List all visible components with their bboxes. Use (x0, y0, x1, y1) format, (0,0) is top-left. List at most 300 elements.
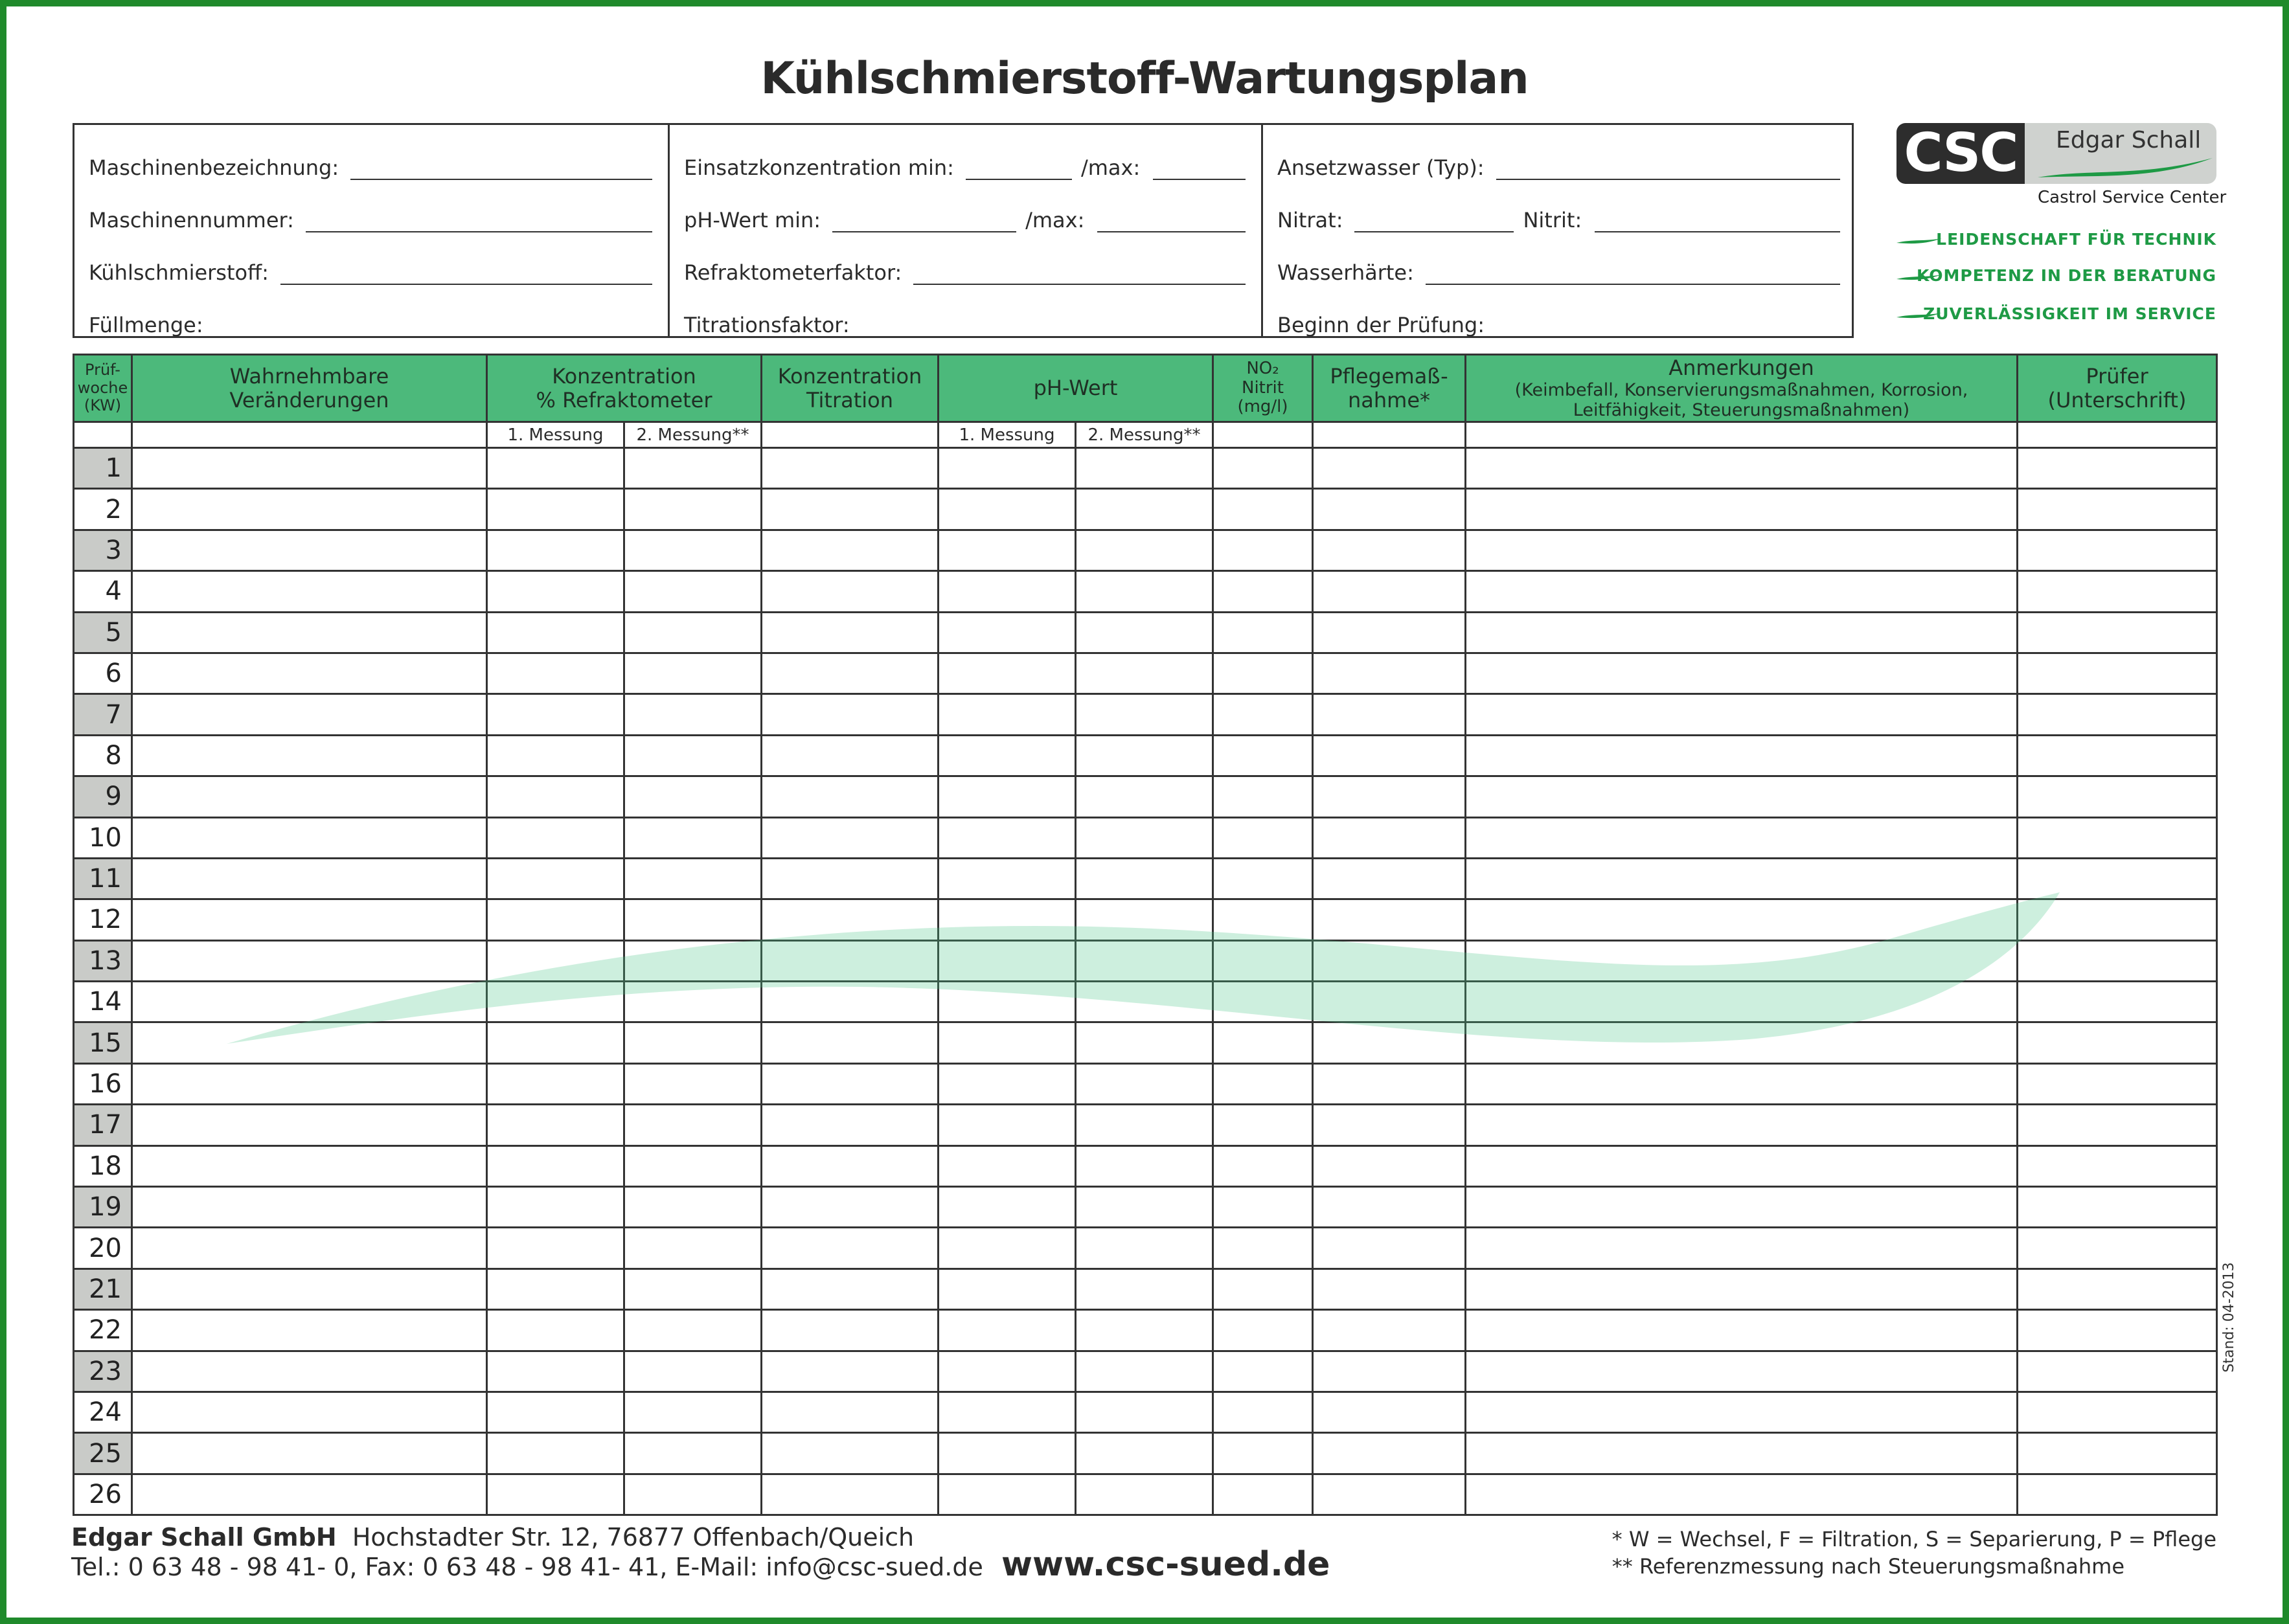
input-line[interactable] (215, 318, 652, 337)
entry-cell[interactable] (1076, 1269, 1213, 1309)
entry-cell[interactable] (1213, 982, 1313, 1022)
entry-cell[interactable] (1313, 489, 1466, 530)
field-ansetzwasser: Ansetzwasser (Typ): (1277, 139, 1840, 192)
table-row (74, 694, 2217, 735)
footer-address: Hochstadter Str. 12, 76877 Offenbach/Queich (352, 1523, 915, 1551)
entry-cell[interactable] (1466, 1145, 2018, 1186)
entry-cell[interactable] (2018, 1474, 2217, 1515)
entry-cell[interactable] (624, 1187, 762, 1228)
entry-cell[interactable] (939, 1310, 1076, 1351)
entry-cell[interactable] (1213, 1145, 1313, 1186)
entry-cell[interactable] (762, 530, 939, 570)
input-line[interactable] (1354, 213, 1514, 232)
entry-cell[interactable] (487, 1145, 624, 1186)
entry-cell[interactable] (624, 982, 762, 1022)
entry-cell[interactable] (487, 1063, 624, 1104)
header-pruefwoche: Prüf- woche (KW) (74, 355, 132, 422)
entry-cell[interactable] (487, 1269, 624, 1309)
entry-cell[interactable] (1076, 612, 1213, 653)
entry-cell[interactable] (624, 1228, 762, 1269)
entry-cell[interactable] (1466, 1433, 2018, 1474)
entry-cell[interactable] (1313, 1433, 1466, 1474)
entry-cell[interactable] (939, 1269, 1076, 1309)
entry-cell[interactable] (132, 448, 487, 489)
entry-cell[interactable] (2018, 1187, 2217, 1228)
entry-cell[interactable] (1076, 982, 1213, 1022)
entry-cell[interactable] (939, 1145, 1076, 1186)
entry-cell[interactable] (624, 1022, 762, 1063)
entry-cell[interactable] (132, 489, 487, 530)
entry-cell[interactable] (132, 612, 487, 653)
entry-cell[interactable] (939, 530, 1076, 570)
entry-cell[interactable] (1466, 1474, 2018, 1515)
entry-cell[interactable] (939, 1022, 1076, 1063)
entry-cell[interactable] (1466, 982, 2018, 1022)
entry-cell[interactable] (2018, 817, 2217, 858)
entry-cell[interactable] (132, 1228, 487, 1269)
entry-cell[interactable] (1213, 489, 1313, 530)
entry-cell[interactable] (762, 1105, 939, 1145)
entry-cell[interactable] (624, 530, 762, 570)
entry-cell[interactable] (132, 1063, 487, 1104)
entry-cell[interactable] (1313, 571, 1466, 612)
footnote-reference: ** Referenzmessung nach Steuerungsmaßnahme (1611, 1554, 2124, 1579)
entry-cell[interactable] (624, 1269, 762, 1309)
entry-cell[interactable] (1076, 1145, 1213, 1186)
table-row (74, 653, 2217, 694)
entry-cell[interactable] (762, 1310, 939, 1351)
entry-cell[interactable] (1076, 1433, 1213, 1474)
entry-cell[interactable] (624, 653, 762, 694)
entry-cell[interactable] (2018, 530, 2217, 570)
entry-cell[interactable] (487, 1228, 624, 1269)
entry-cell[interactable] (1466, 776, 2018, 817)
entry-cell[interactable] (1076, 776, 1213, 817)
entry-cell[interactable] (1076, 694, 1213, 735)
entry-cell[interactable] (1213, 1269, 1313, 1309)
entry-cell[interactable] (487, 448, 624, 489)
entry-cell[interactable] (1213, 1474, 1313, 1515)
entry-cell[interactable] (1466, 1310, 2018, 1351)
entry-cell[interactable] (1313, 858, 1466, 899)
entry-cell[interactable] (487, 653, 624, 694)
input-line[interactable] (1426, 265, 1840, 285)
input-line[interactable] (913, 265, 1246, 285)
week-number: 25 (74, 1433, 132, 1474)
entry-cell[interactable] (2018, 1022, 2217, 1063)
entry-cell[interactable] (2018, 982, 2217, 1022)
entry-cell[interactable] (132, 858, 487, 899)
entry-cell[interactable] (1213, 612, 1313, 653)
entry-cell[interactable] (487, 1105, 624, 1145)
entry-cell[interactable] (132, 940, 487, 981)
entry-cell[interactable] (487, 571, 624, 612)
entry-cell[interactable] (939, 694, 1076, 735)
entry-cell[interactable] (1076, 1022, 1213, 1063)
entry-cell[interactable] (939, 448, 1076, 489)
week-number: 22 (74, 1310, 132, 1351)
entry-cell[interactable] (1076, 530, 1213, 570)
entry-cell[interactable] (1213, 1351, 1313, 1392)
entry-cell[interactable] (1466, 694, 2018, 735)
entry-cell[interactable] (132, 653, 487, 694)
entry-cell[interactable] (762, 940, 939, 981)
entry-cell[interactable] (939, 612, 1076, 653)
entry-cell[interactable] (762, 653, 939, 694)
entry-cell[interactable] (1076, 858, 1213, 899)
entry-cell[interactable] (1313, 817, 1466, 858)
entry-cell[interactable] (1213, 448, 1313, 489)
input-line[interactable] (1595, 213, 1840, 232)
entry-cell[interactable] (2018, 1351, 2217, 1392)
entry-cell[interactable] (2018, 1228, 2217, 1269)
entry-cell[interactable] (939, 1105, 1076, 1145)
entry-cell[interactable] (1076, 1310, 1213, 1351)
entry-cell[interactable] (939, 899, 1076, 940)
entry-cell[interactable] (1313, 940, 1466, 981)
entry-cell[interactable] (624, 489, 762, 530)
entry-cell[interactable] (1466, 1187, 2018, 1228)
entry-cell[interactable] (624, 1392, 762, 1432)
entry-cell[interactable] (762, 489, 939, 530)
entry-cell[interactable] (1313, 653, 1466, 694)
entry-cell[interactable] (2018, 735, 2217, 776)
entry-cell[interactable] (1213, 1022, 1313, 1063)
entry-cell[interactable] (939, 1392, 1076, 1432)
entry-cell[interactable] (1313, 530, 1466, 570)
entry-cell[interactable] (2018, 776, 2217, 817)
entry-cell[interactable] (762, 735, 939, 776)
entry-cell[interactable] (487, 1187, 624, 1228)
entry-cell[interactable] (939, 940, 1076, 981)
entry-cell[interactable] (132, 817, 487, 858)
slogan-2: KOMPETENZ IN DER BERATUNG (1896, 266, 2216, 292)
entry-cell[interactable] (132, 1392, 487, 1432)
entry-cell[interactable] (132, 1351, 487, 1392)
header-no2-nitrit: NO₂ Nitrit (mg/l) (1213, 355, 1313, 422)
entry-cell[interactable] (624, 776, 762, 817)
table-row (74, 817, 2217, 858)
entry-cell[interactable] (762, 1392, 939, 1432)
entry-cell[interactable] (487, 530, 624, 570)
entry-cell[interactable] (1076, 448, 1213, 489)
entry-cell[interactable] (132, 1474, 487, 1515)
entry-cell[interactable] (1076, 1105, 1213, 1145)
input-line[interactable] (306, 213, 652, 232)
entry-cell[interactable] (1313, 776, 1466, 817)
entry-cell[interactable] (1466, 1269, 2018, 1309)
entry-cell[interactable] (2018, 858, 2217, 899)
entry-cell[interactable] (487, 899, 624, 940)
entry-cell[interactable] (624, 448, 762, 489)
entry-cell[interactable] (939, 1063, 1076, 1104)
table-row (74, 1310, 2217, 1351)
entry-cell[interactable] (762, 817, 939, 858)
entry-cell[interactable] (132, 1269, 487, 1309)
entry-cell[interactable] (624, 940, 762, 981)
week-number: 3 (74, 530, 132, 570)
input-line[interactable] (861, 318, 1246, 337)
entry-cell[interactable] (762, 1187, 939, 1228)
entry-cell[interactable] (487, 776, 624, 817)
entry-cell[interactable] (624, 571, 762, 612)
table-row (74, 1392, 2217, 1432)
entry-cell[interactable] (939, 1187, 1076, 1228)
footer-website[interactable]: www.csc-sued.de (1001, 1545, 1330, 1584)
input-line[interactable] (832, 213, 1016, 232)
entry-cell[interactable] (1076, 489, 1213, 530)
entry-cell[interactable] (487, 1474, 624, 1515)
footer-contact: Tel.: 0 63 48 - 98 41- 0, Fax: 0 63 48 - 98 41- 41, E-Mail: info@csc-sued.de (71, 1553, 983, 1581)
entry-cell[interactable] (2018, 899, 2217, 940)
entry-cell[interactable] (1313, 1351, 1466, 1392)
entry-cell[interactable] (1466, 653, 2018, 694)
entry-cell[interactable] (762, 1145, 939, 1186)
entry-cell[interactable] (1466, 530, 2018, 570)
entry-cell[interactable] (132, 530, 487, 570)
entry-cell[interactable] (1466, 1392, 2018, 1432)
entry-cell[interactable] (1466, 571, 2018, 612)
entry-cell[interactable] (1313, 694, 1466, 735)
entry-cell[interactable] (1313, 1105, 1466, 1145)
entry-cell[interactable] (624, 1063, 762, 1104)
entry-cell[interactable] (762, 1269, 939, 1309)
entry-cell[interactable] (939, 571, 1076, 612)
entry-cell[interactable] (762, 571, 939, 612)
entry-cell[interactable] (624, 1310, 762, 1351)
entry-cell[interactable] (939, 982, 1076, 1022)
entry-cell[interactable] (1213, 1063, 1313, 1104)
entry-cell[interactable] (1213, 1433, 1313, 1474)
header-wahrnehmbare-veraenderungen: Wahrnehmbare Veränderungen (132, 355, 487, 422)
entry-cell[interactable] (1076, 899, 1213, 940)
entry-cell[interactable] (762, 448, 939, 489)
entry-cell[interactable] (762, 1228, 939, 1269)
entry-cell[interactable] (939, 653, 1076, 694)
input-line[interactable] (1153, 161, 1246, 180)
entry-cell[interactable] (132, 1105, 487, 1145)
entry-cell[interactable] (487, 858, 624, 899)
entry-cell[interactable] (1313, 735, 1466, 776)
entry-cell[interactable] (1313, 1269, 1466, 1309)
entry-cell[interactable] (1076, 940, 1213, 981)
entry-cell[interactable] (624, 1145, 762, 1186)
entry-cell[interactable] (132, 776, 487, 817)
entry-cell[interactable] (132, 571, 487, 612)
entry-cell[interactable] (939, 858, 1076, 899)
entry-cell[interactable] (1076, 1228, 1213, 1269)
entry-cell[interactable] (1466, 899, 2018, 940)
entry-cell[interactable] (939, 1228, 1076, 1269)
entry-cell[interactable] (2018, 1433, 2217, 1474)
entry-cell[interactable] (1466, 1351, 2018, 1392)
entry-cell[interactable] (132, 694, 487, 735)
entry-cell[interactable] (762, 694, 939, 735)
entry-cell[interactable] (2018, 1392, 2217, 1432)
entry-cell[interactable] (487, 489, 624, 530)
entry-cell[interactable] (1076, 1351, 1213, 1392)
entry-cell[interactable] (1313, 899, 1466, 940)
entry-cell[interactable] (1213, 776, 1313, 817)
entry-cell[interactable] (762, 1022, 939, 1063)
entry-cell[interactable] (1076, 817, 1213, 858)
entry-cell[interactable] (939, 1433, 1076, 1474)
entry-cell[interactable] (1466, 817, 2018, 858)
entry-cell[interactable] (762, 858, 939, 899)
entry-cell[interactable] (487, 1433, 624, 1474)
entry-cell[interactable] (1466, 1228, 2018, 1269)
entry-cell[interactable] (624, 1433, 762, 1474)
entry-cell[interactable] (1213, 735, 1313, 776)
entry-cell[interactable] (1313, 1228, 1466, 1269)
entry-cell[interactable] (624, 858, 762, 899)
entry-cell[interactable] (939, 1351, 1076, 1392)
entry-cell[interactable] (132, 1433, 487, 1474)
entry-cell[interactable] (762, 1063, 939, 1104)
entry-cell[interactable] (624, 735, 762, 776)
entry-cell[interactable] (939, 817, 1076, 858)
entry-cell[interactable] (624, 1105, 762, 1145)
entry-cell[interactable] (762, 612, 939, 653)
entry-cell[interactable] (1213, 571, 1313, 612)
entry-cell[interactable] (2018, 571, 2217, 612)
entry-cell[interactable] (487, 1310, 624, 1351)
entry-cell[interactable] (487, 817, 624, 858)
entry-cell[interactable] (1466, 858, 2018, 899)
entry-cell[interactable] (1313, 1187, 1466, 1228)
entry-cell[interactable] (939, 1474, 1076, 1515)
entry-cell[interactable] (939, 776, 1076, 817)
entry-cell[interactable] (762, 899, 939, 940)
entry-cell[interactable] (132, 1187, 487, 1228)
entry-cell[interactable] (1466, 612, 2018, 653)
entry-cell[interactable] (1313, 612, 1466, 653)
entry-cell[interactable] (1076, 1187, 1213, 1228)
entry-cell[interactable] (762, 1474, 939, 1515)
entry-cell[interactable] (132, 735, 487, 776)
entry-cell[interactable] (2018, 694, 2217, 735)
entry-cell[interactable] (487, 735, 624, 776)
entry-cell[interactable] (1466, 940, 2018, 981)
entry-cell[interactable] (624, 612, 762, 653)
week-number: 26 (74, 1474, 132, 1515)
field-ph-wert: pH-Wert min: /max: (684, 192, 1246, 244)
entry-cell[interactable] (132, 982, 487, 1022)
entry-cell[interactable] (1466, 489, 2018, 530)
entry-cell[interactable] (939, 735, 1076, 776)
input-line[interactable] (1496, 318, 1840, 337)
entry-cell[interactable] (762, 1351, 939, 1392)
input-line[interactable] (966, 161, 1072, 180)
entry-cell[interactable] (1213, 1187, 1313, 1228)
input-line[interactable] (350, 161, 652, 180)
entry-cell[interactable] (1466, 448, 2018, 489)
entry-cell[interactable] (2018, 1310, 2217, 1351)
input-line[interactable] (1097, 213, 1246, 232)
entry-cell[interactable] (1466, 1022, 2018, 1063)
entry-cell[interactable] (1213, 530, 1313, 570)
entry-cell[interactable] (2018, 612, 2217, 653)
entry-cell[interactable] (1213, 653, 1313, 694)
entry-cell[interactable] (1313, 1022, 1466, 1063)
footer-company-line (71, 1523, 914, 1551)
entry-cell[interactable] (1313, 1392, 1466, 1432)
input-line[interactable] (1496, 161, 1840, 180)
entry-cell[interactable] (2018, 1063, 2217, 1104)
entry-cell[interactable] (2018, 653, 2217, 694)
entry-cell[interactable] (1313, 1063, 1466, 1104)
entry-cell[interactable] (487, 940, 624, 981)
field-refraktometerfaktor: Refraktometerfaktor: (684, 244, 1246, 297)
entry-cell[interactable] (132, 1310, 487, 1351)
entry-cell[interactable] (1076, 571, 1213, 612)
entry-cell[interactable] (1213, 940, 1313, 981)
entry-cell[interactable] (487, 1351, 624, 1392)
entry-cell[interactable] (487, 612, 624, 653)
entry-cell[interactable] (762, 776, 939, 817)
week-number: 13 (74, 940, 132, 981)
entry-cell[interactable] (1466, 1105, 2018, 1145)
entry-cell[interactable] (624, 694, 762, 735)
info-column-water (1261, 125, 1856, 336)
entry-cell[interactable] (2018, 1145, 2217, 1186)
entry-cell[interactable] (487, 694, 624, 735)
maintenance-table (73, 354, 2218, 1516)
entry-cell[interactable] (2018, 1105, 2217, 1145)
entry-cell[interactable] (1076, 653, 1213, 694)
entry-cell[interactable] (1313, 1145, 1466, 1186)
entry-cell[interactable] (2018, 489, 2217, 530)
entry-cell[interactable] (1213, 694, 1313, 735)
entry-cell[interactable] (1313, 982, 1466, 1022)
entry-cell[interactable] (1466, 735, 2018, 776)
entry-cell[interactable] (1076, 1474, 1213, 1515)
entry-cell[interactable] (132, 899, 487, 940)
entry-cell[interactable] (1213, 1392, 1313, 1432)
entry-cell[interactable] (1313, 1310, 1466, 1351)
entry-cell[interactable] (1213, 1105, 1313, 1145)
entry-cell[interactable] (132, 1145, 487, 1186)
entry-cell[interactable] (487, 1392, 624, 1432)
entry-cell[interactable] (762, 982, 939, 1022)
entry-cell[interactable] (1213, 858, 1313, 899)
entry-cell[interactable] (1076, 735, 1213, 776)
entry-cell[interactable] (762, 1433, 939, 1474)
entry-cell[interactable] (1466, 1063, 2018, 1104)
entry-cell[interactable] (1076, 1063, 1213, 1104)
entry-cell[interactable] (487, 982, 624, 1022)
entry-cell[interactable] (1076, 1392, 1213, 1432)
entry-cell[interactable] (1213, 1228, 1313, 1269)
table-row (74, 1145, 2217, 1186)
entry-cell[interactable] (2018, 940, 2217, 981)
entry-cell[interactable] (624, 899, 762, 940)
entry-cell[interactable] (939, 489, 1076, 530)
entry-cell[interactable] (487, 1022, 624, 1063)
entry-cell[interactable] (2018, 1269, 2217, 1309)
entry-cell[interactable] (1313, 448, 1466, 489)
entry-cell[interactable] (1213, 899, 1313, 940)
entry-cell[interactable] (624, 1474, 762, 1515)
entry-cell[interactable] (624, 1351, 762, 1392)
entry-cell[interactable] (624, 817, 762, 858)
entry-cell[interactable] (1213, 1310, 1313, 1351)
entry-cell[interactable] (2018, 448, 2217, 489)
entry-cell[interactable] (1213, 817, 1313, 858)
entry-cell[interactable] (1313, 1474, 1466, 1515)
input-line[interactable] (280, 265, 652, 285)
entry-cell[interactable] (132, 1022, 487, 1063)
